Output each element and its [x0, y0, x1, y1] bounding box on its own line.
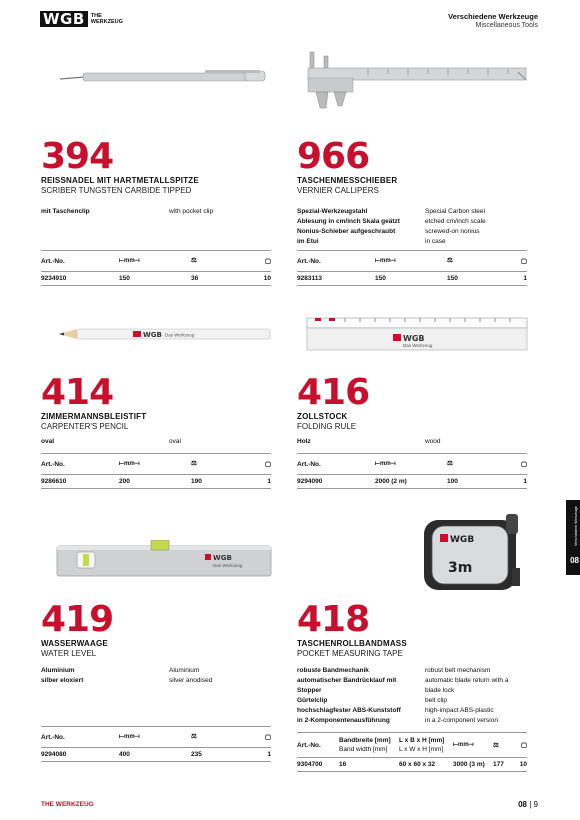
product-number: 416 — [297, 372, 370, 413]
product-title-en: CARPENTER'S PENCIL — [41, 422, 129, 431]
product-title-en: POCKET MEASURING TAPE — [297, 649, 403, 658]
product-number: 414 — [41, 372, 114, 413]
features: robuste Bandmechanik automatischer Bandrücklauf mit Stopper Gürtelclip hochschlagfester ABS-Kunststoff in 2-Komponentenausführung robust belt mechanism automatic blade return with a blade lock belt clip high-impact ABS-plastic in a 2-component version — [297, 667, 509, 724]
product-title-de: ZOLLSTOCK — [297, 412, 348, 421]
svg-text:Das Werkzeug: Das Werkzeug — [403, 343, 433, 348]
svg-text:WGB: WGB — [143, 331, 162, 339]
length-icon: ⟝mm⟞ — [119, 734, 140, 740]
weight-icon: ⚖ — [191, 459, 197, 467]
table-header: Art.-No. ⟝mm⟞ ⚖ ▢ — [41, 453, 271, 475]
product-title-en: SCRIBER TUNGSTEN CARBIDE TIPPED — [41, 186, 192, 195]
product-394 — [41, 136, 271, 286]
folding-rule-image — [305, 315, 530, 355]
svg-text:3m: 3m — [448, 560, 473, 576]
section-tab-text: Verschiedene Werkzeuge — [574, 506, 578, 546]
table-row: 9304700 16 60 x 60 x 32 3000 (3 m) 177 10 — [297, 758, 527, 772]
table-row: 9294080 400 235 1 — [41, 748, 271, 762]
weight-icon: ⚖ — [191, 256, 197, 264]
product-title-de: REISSNADEL MIT HARTMETALLSPITZE — [41, 176, 199, 185]
product-419 — [41, 599, 271, 762]
logo-subtitle: THE WERKZEUG — [90, 13, 123, 25]
logo — [40, 11, 123, 27]
category-en: Miscellaneous Tools — [475, 22, 538, 29]
product-number: 966 — [297, 136, 370, 177]
table-row: 9234910 150 36 10 — [41, 272, 271, 286]
length-icon: ⟝mm⟞ — [119, 258, 140, 264]
water-level-image — [55, 540, 275, 580]
features: Aluminium silber eloxiert Aluminium silver anodised — [41, 667, 213, 684]
length-icon: ⟝mm⟞ — [119, 461, 140, 467]
product-title-de: TASCHENMESSCHIEBER — [297, 176, 398, 185]
product-title-de: WASSERWAAGE — [41, 639, 108, 648]
svg-text:Das Werkzeug: Das Werkzeug — [213, 563, 243, 568]
product-418 — [297, 599, 527, 772]
features: Spezial-Werkzeugstahl Ablesung in cm/inch Skala geätzt Nonius-Schieber aufgeschraubt im Etui Special Carbon steel etched cm/inch scale screwed-on nonius in case — [297, 208, 486, 245]
section-tab-number: 08 — [570, 556, 579, 565]
table-header: Art.-No. ⟝mm⟞ ⚖ ▢ — [297, 250, 527, 272]
product-number: 419 — [41, 599, 114, 640]
product-title-en: VERNIER CALLIPERS — [297, 186, 379, 195]
packaging-icon: ▢ — [520, 461, 527, 468]
table-row: 9294090 2000 (2 m) 100 1 — [297, 475, 527, 489]
scriber-image — [55, 62, 275, 92]
weight-icon: ⚖ — [447, 459, 453, 467]
category-de: Verschiedene Werkzeuge — [448, 12, 538, 21]
weight-icon: ⚖ — [447, 256, 453, 264]
product-title-en: WATER LEVEL — [41, 649, 97, 658]
product-414 — [41, 372, 271, 489]
features: oval oval — [41, 438, 181, 445]
measuring-tape-image — [418, 510, 528, 596]
product-title-de: TASCHENROLLBANDMASS — [297, 639, 407, 648]
table-header: Art.-No. Bandbreite [mm] Band width [mm] L x B x H [mm] L x W x H [mm] ⟝mm⟞ ⚖ ▢ — [297, 732, 527, 758]
table-header: Art.-No. ⟝mm⟞ ⚖ ▢ — [41, 726, 271, 748]
weight-icon: ⚖ — [493, 742, 499, 749]
caliper-image — [298, 50, 530, 110]
table-row: 9286610 200 190 1 — [41, 475, 271, 489]
packaging-icon: ▢ — [520, 742, 527, 749]
features: mit Taschenclip with pocket clip — [41, 208, 214, 215]
product-966 — [297, 136, 527, 286]
product-number: 418 — [297, 599, 370, 640]
packaging-icon: ▢ — [520, 258, 527, 265]
svg-text:Das Werkzeug: Das Werkzeug — [165, 332, 195, 338]
length-icon: ⟝mm⟞ — [375, 461, 396, 467]
weight-icon: ⚖ — [191, 732, 197, 740]
product-title-de: ZIMMERMANNSBLEISTIFT — [41, 412, 147, 421]
svg-text:WGB: WGB — [213, 554, 232, 562]
product-title-en: FOLDING RULE — [297, 422, 357, 431]
page-number: 08 | 9 — [518, 800, 538, 809]
logo-wgb: WGB — [40, 11, 88, 27]
packaging-icon: ▢ — [264, 258, 271, 265]
features: Holz wood — [297, 438, 441, 445]
svg-text:WGB: WGB — [403, 334, 425, 343]
table-header: Art.-No. ⟝mm⟞ ⚖ ▢ — [41, 250, 271, 272]
footer-brand: THE WERKZEUG — [41, 801, 94, 808]
packaging-icon: ▢ — [264, 734, 271, 741]
product-416 — [297, 372, 527, 489]
category-header — [448, 12, 538, 29]
pencil-image — [55, 322, 275, 346]
table-row: 9283113 150 150 1 — [297, 272, 527, 286]
length-icon: ⟝mm⟞ — [453, 742, 474, 748]
packaging-icon: ▢ — [264, 461, 271, 468]
svg-text:WGB: WGB — [450, 535, 475, 545]
table-header: Art.-No. ⟝mm⟞ ⚖ ▢ — [297, 453, 527, 475]
product-number: 394 — [41, 136, 114, 177]
length-icon: ⟝mm⟞ — [375, 258, 396, 264]
